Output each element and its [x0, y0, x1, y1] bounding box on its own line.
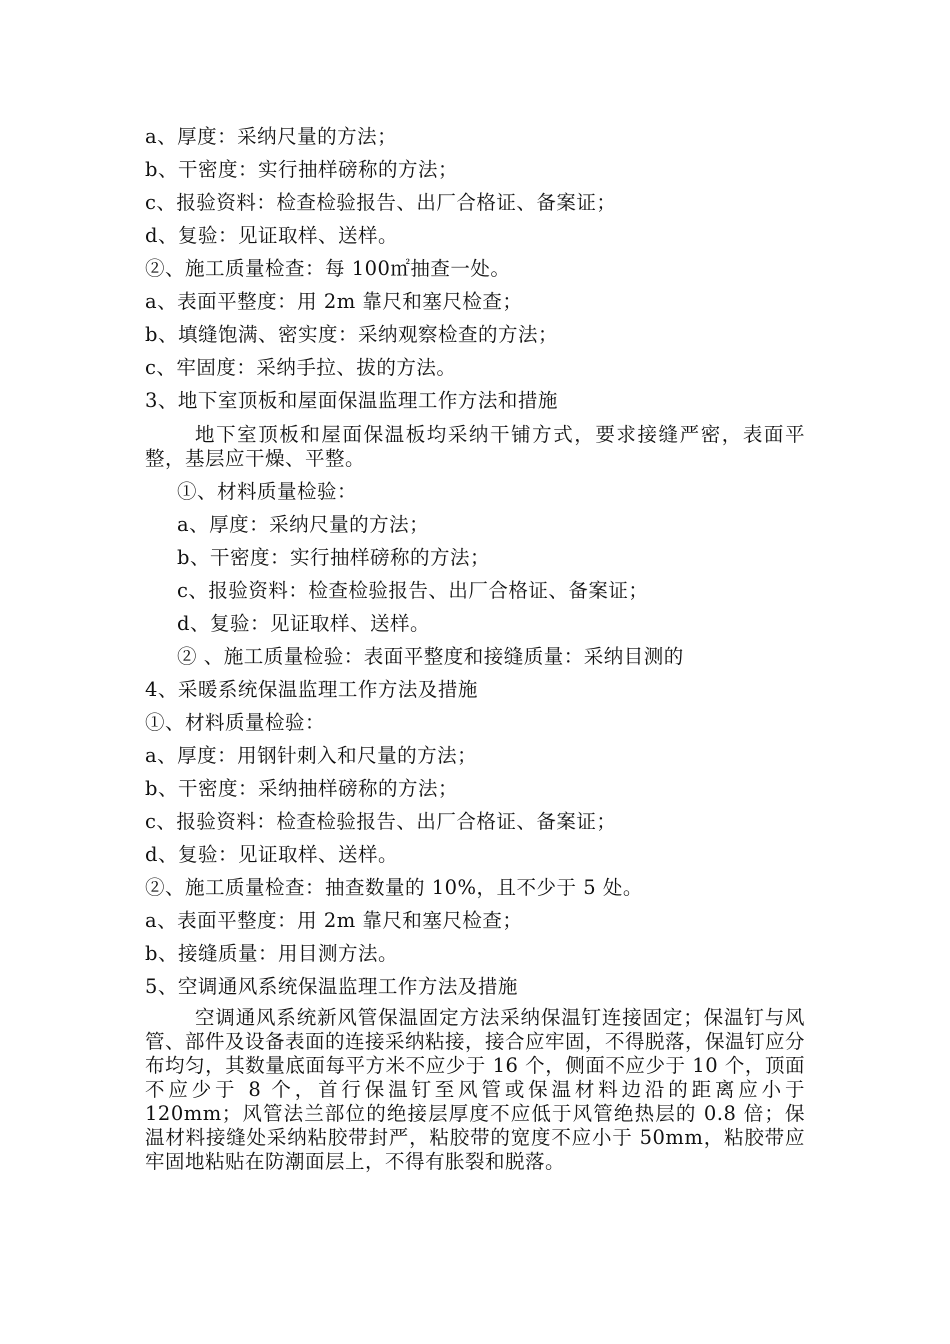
text-line: a、表面平整度：用 2m 靠尺和塞尺检查； — [145, 290, 523, 313]
paragraph: 地下室顶板和屋面保温板均采纳干铺方式，要求接缝严密，表面平整，基层应干燥、平整。 — [145, 423, 805, 470]
section-heading: 4、采暖系统保温监理工作方法及措施 — [145, 678, 478, 701]
text-line: ②、施工质量检查：抽查数量的 10%，且不少于 5 处。 — [145, 876, 643, 899]
text-line: a、表面平整度：用 2m 靠尺和塞尺检查； — [145, 909, 523, 932]
text-line: d、复验：见证取样、送样。 — [145, 843, 398, 866]
text-line: ①、材料质量检验： — [145, 711, 326, 734]
paragraph: 空调通风系统新风管保温固定方法采纳保温钉连接固定；保温钉与风管、部件及设备表面的连接采纳粘接，接合应牢固，不得脱落，保温钉应分布均匀，其数量底面每平方米不应少于 16 个，侧面不应少于 10 个，顶面不应少于 8 个，首行保温钉至风管或保温材料边沿的距离应小于 120mm；风管法兰部位的绝接层厚度不应低于风管绝热层的 0.8 倍；保温材料接缝处采纳粘胶带封严，粘胶带的宽度不应小于 50mm，粘胶带应牢固地粘贴在防潮面层上，不得有胀裂和脱落。 — [145, 1006, 806, 1173]
text-line: b、填缝饱满、密实度：采纳观察检查的方法； — [145, 323, 558, 346]
text-line: b、干密度：实行抽样磅称的方法； — [145, 158, 458, 181]
text-line: ②、施工质量检查：每 100㎡抽查一处。 — [145, 257, 511, 280]
section-heading: 5、空调通风系统保温监理工作方法及措施 — [145, 975, 518, 998]
text-line: a、厚度：采纳尺量的方法； — [177, 513, 430, 536]
text-line: c、牢固度：采纳手拉、拔的方法。 — [145, 356, 457, 379]
text-line: a、厚度：用钢针刺入和尺量的方法； — [145, 744, 478, 767]
text-line: d、复验：见证取样、送样。 — [145, 224, 398, 247]
text-line: c、报验资料：检查检验报告、出厂合格证、备案证； — [145, 191, 617, 214]
section-heading: 3、地下室顶板和屋面保温监理工作方法和措施 — [145, 389, 558, 412]
text-line: a、厚度：采纳尺量的方法； — [145, 125, 398, 148]
text-line: b、接缝质量：用目测方法。 — [145, 942, 398, 965]
text-line: ①、材料质量检验： — [177, 480, 358, 503]
text-line: ② 、施工质量检验：表面平整度和接缝质量：采纳目测的 — [177, 645, 684, 668]
text-line: b、干密度：采纳抽样磅称的方法； — [145, 777, 458, 800]
text-line: c、报验资料：检查检验报告、出厂合格证、备案证； — [177, 579, 649, 602]
text-line: b、干密度：实行抽样磅称的方法； — [177, 546, 490, 569]
text-line: d、复验：见证取样、送样。 — [177, 612, 430, 635]
text-line: c、报验资料：检查检验报告、出厂合格证、备案证； — [145, 810, 617, 833]
